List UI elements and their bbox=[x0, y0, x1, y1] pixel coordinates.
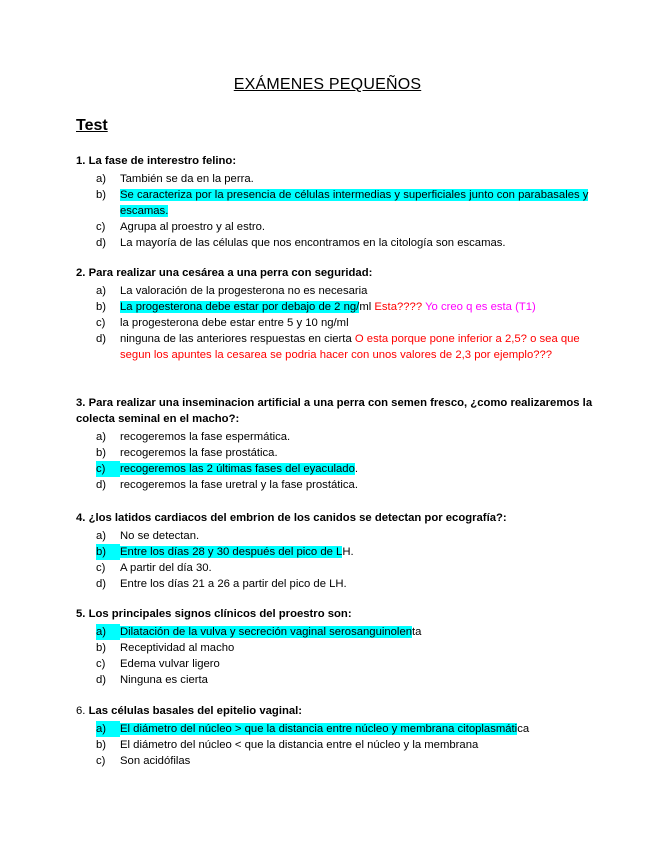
question-4 bbox=[76, 510, 596, 592]
question-stem: 2. Para realizar una cesárea a una perra con seguridad: bbox=[76, 267, 373, 279]
option-d: d) La mayoría de las células que nos encontramos en la citología son escamas. bbox=[96, 237, 506, 249]
question-stem: 5. Los principales signos clínicos del proestro son: bbox=[76, 608, 352, 620]
highlighted-answer: Dilatación de la vulva y secreción vaginal serosanguinolen bbox=[120, 626, 413, 638]
option-a: a) El diámetro del núcleo > que la distancia entre núcleo y membrana citoplasmática bbox=[96, 723, 530, 735]
option-c: c) la progesterona debe estar entre 5 y 10 ng/ml bbox=[96, 317, 349, 329]
option-d: d) recogeremos la fase uretral y la fase prostática. bbox=[96, 479, 358, 491]
option-d: d) Entre los días 21 a 26 a partir del pico de LH. bbox=[96, 578, 347, 590]
question-stem: 4. ¿los latidos cardiacos del embrion de los canidos se detectan por ecografía?: bbox=[76, 512, 507, 524]
option-d: d) ninguna de las anteriores respuestas en cierta O esta porque pone inferior a 2,5? o sea que segun los apuntes la cesarea se podria hacer con unos valores de 2,3 por ejemplo??? bbox=[96, 333, 580, 361]
question-stem: 6. Las células basales del epitelio vaginal: bbox=[76, 705, 303, 717]
highlighted-answer: La progesterona debe estar por debajo de 2 ng/ bbox=[120, 301, 360, 313]
highlighted-answer: recogeremos las 2 últimas fases del eyaculado bbox=[120, 463, 355, 475]
question-3 bbox=[76, 395, 596, 493]
option-a: a) No se detectan. bbox=[96, 530, 200, 542]
option-a: a) La valoración de la progesterona no es necesaria bbox=[96, 285, 368, 297]
annotation-red: Esta???? bbox=[374, 301, 423, 313]
option-c: c) recogeremos las 2 últimas fases del eyaculado. bbox=[96, 463, 358, 475]
option-a: a) Dilatación de la vulva y secreción vaginal serosanguinolenta bbox=[96, 626, 422, 638]
option-c: c) A partir del día 30. bbox=[96, 562, 212, 574]
option-c: c) Edema vulvar ligero bbox=[96, 658, 220, 670]
option-b: b) Entre los días 28 y 30 después del pico de LH. bbox=[96, 546, 354, 558]
option-b: b) Receptividad al macho bbox=[96, 642, 235, 654]
option-b: b) recogeremos la fase prostática. bbox=[96, 447, 278, 459]
option-c: c) Son acidófilas bbox=[96, 755, 191, 767]
option-b: b) La progesterona debe estar por debajo de 2 ng/ml Esta???? Yo creo q es esta (T1) bbox=[96, 301, 536, 313]
option-a: a) También se da en la perra. bbox=[96, 173, 254, 185]
question-stem: 1. La fase de interestro felino: bbox=[76, 155, 237, 167]
option-b: b) El diámetro del núcleo < que la distancia entre el núcleo y la membrana bbox=[96, 739, 479, 751]
question-5 bbox=[76, 606, 596, 688]
question-stem: 3. Para realizar una inseminacion artificial a una perra con semen fresco, ¿como realizaremos la colecta seminal en el macho?: bbox=[76, 397, 593, 425]
highlighted-answer: Entre los días 28 y 30 después del pico de L bbox=[120, 546, 343, 558]
page-title: EXÁMENES PEQUEÑOS bbox=[233, 76, 422, 93]
option-a: a) recogeremos la fase espermática. bbox=[96, 431, 291, 443]
question-6 bbox=[76, 703, 596, 769]
highlighted-answer: Se caracteriza por la presencia de células intermedias y superficiales junto con parabasales y escamas. bbox=[120, 189, 589, 217]
highlighted-answer: El diámetro del núcleo > que la distancia entre núcleo y membrana citoplasmáti bbox=[120, 723, 518, 735]
option-b: b) Se caracteriza por la presencia de células intermedias y superficiales junto con parabasales y escamas. bbox=[96, 189, 589, 217]
option-c: c) Agrupa al proestro y al estro. bbox=[96, 221, 266, 233]
annotation-red: O esta porque pone inferior a 2,5? o sea que segun los apuntes la cesarea se podria hacer con unos valores de 2,3 por ejemplo??? bbox=[120, 333, 580, 361]
question-1 bbox=[76, 153, 596, 251]
question-2 bbox=[76, 265, 596, 363]
section-heading: Test bbox=[76, 117, 108, 134]
option-d: d) Ninguna es cierta bbox=[96, 674, 208, 686]
annotation-magenta: Yo creo q es esta (T1) bbox=[425, 301, 536, 313]
